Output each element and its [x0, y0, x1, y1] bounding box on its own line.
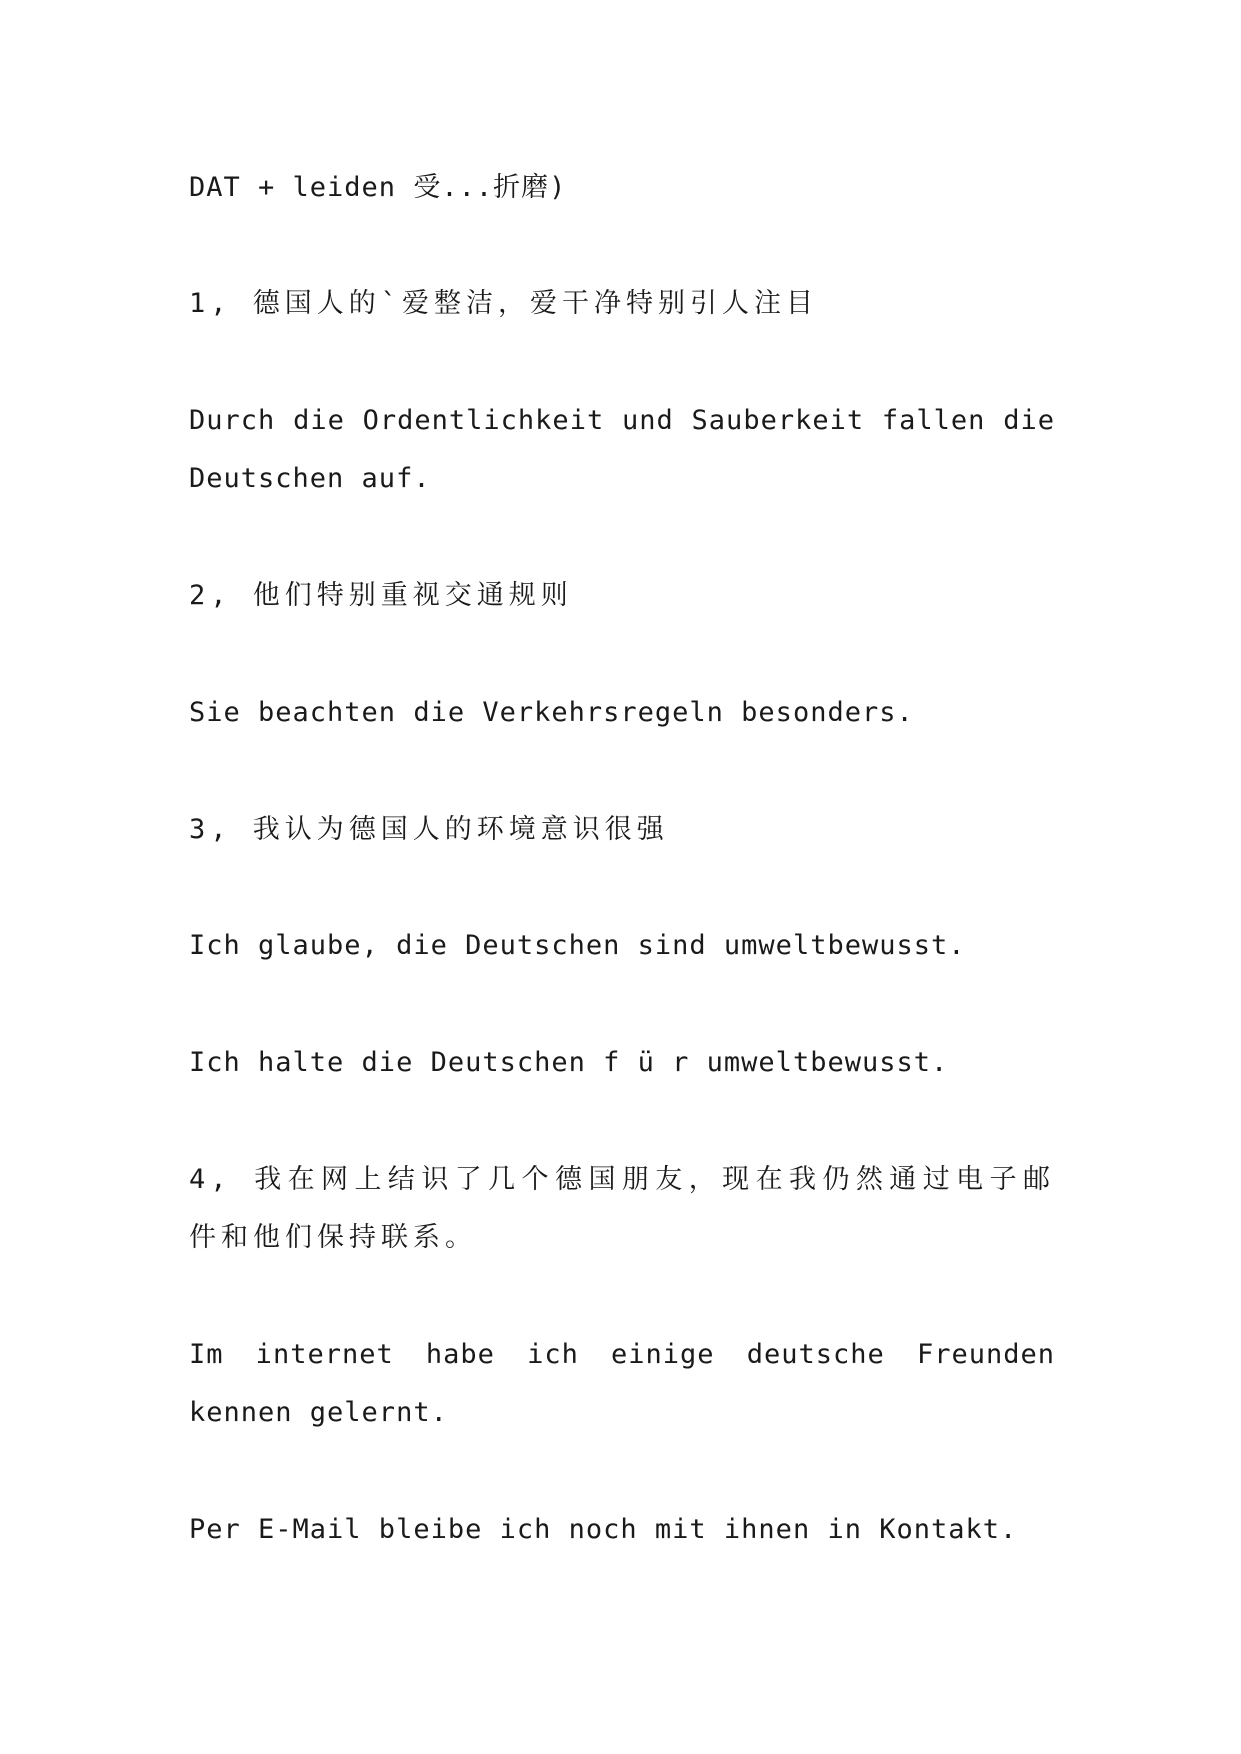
text-line-13: kennen gelernt. — [189, 1397, 448, 1428]
text-line-6: Sie beachten die Verkehrsregeln besonders. — [189, 697, 914, 728]
text-line-8: Ich glaube, die Deutschen sind umweltbewusst. — [189, 930, 966, 961]
text-line-11: 件和他们保持联系。 — [189, 1222, 477, 1253]
text-line-5: 2, 他们特别重视交通规则 — [189, 580, 573, 611]
text-line-14: Per E-Mail bleibe ich noch mit ihnen in Kontakt. — [189, 1514, 1018, 1545]
text-line-10: 4, 我在网上结识了几个德国朋友，现在我仍然通过电子邮 — [189, 1164, 1055, 1195]
text-line-1: DAT + leiden 受...折磨) — [189, 172, 567, 203]
text-line-9: Ich halte die Deutschen f ü r umweltbewusst. — [189, 1047, 949, 1078]
text-line-2: 1, 德国人的`爱整洁，爱干净特别引人注目 — [189, 288, 819, 319]
text-line-12: Im internet habe ich einige deutsche Freunden — [189, 1339, 1055, 1370]
text-line-3: Durch die Ordentlichkeit und Sauberkeit fallen die — [189, 405, 1055, 436]
text-line-7: 3, 我认为德国人的环境意识很强 — [189, 814, 669, 845]
text-line-4: Deutschen auf. — [189, 463, 431, 494]
